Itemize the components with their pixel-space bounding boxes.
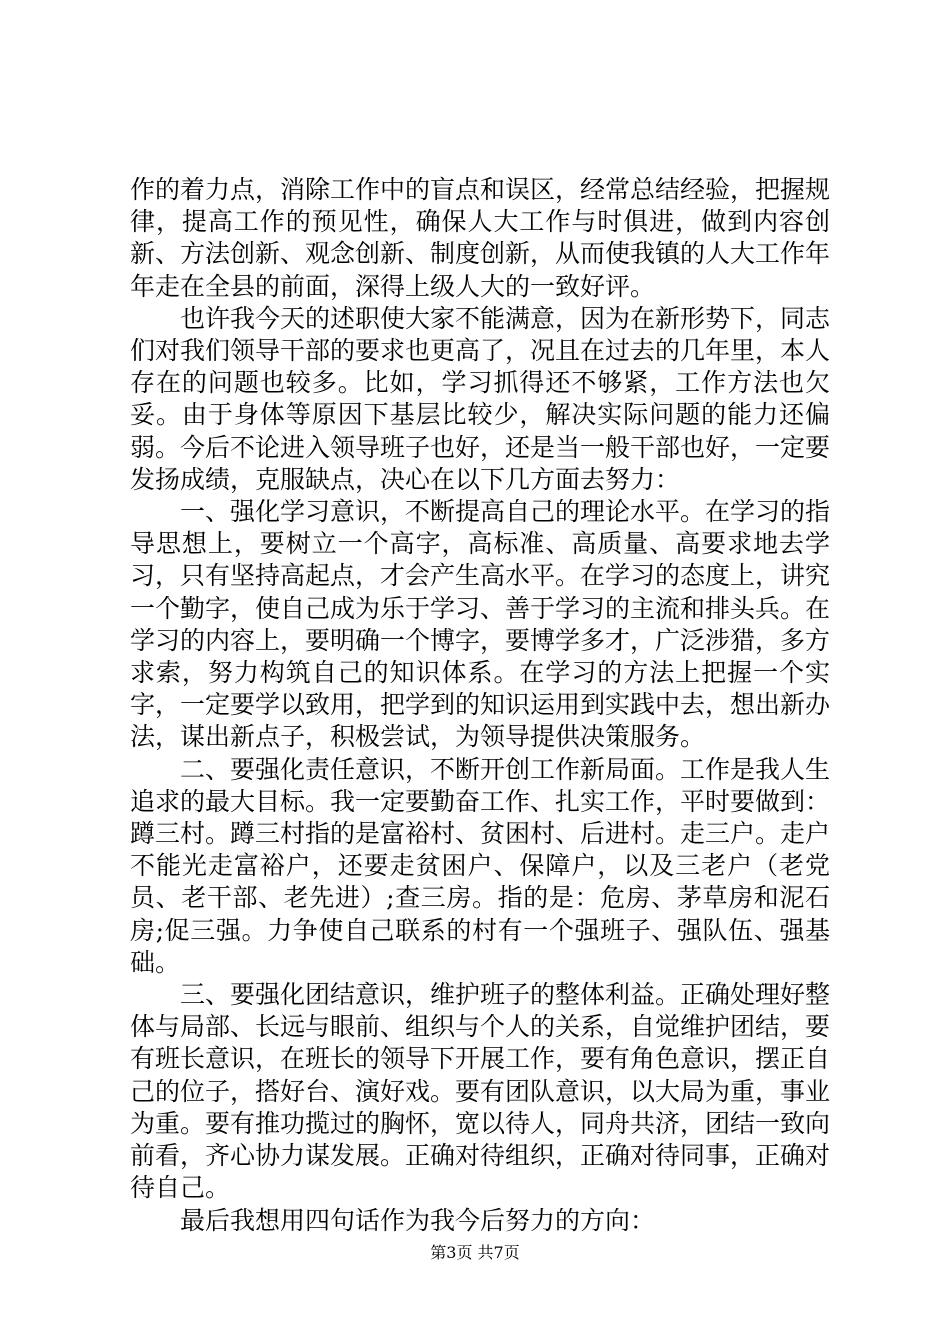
paragraph-3: 一、强化学习意识，不断提高自己的理论水平。在学习的指导思想上，要树立一个高字，高标准、高质量、高要求地去学习，只有坚持高起点，才会产生高水平。在学习的态度上，讲究一个勤字，使自己成为乐于学习、善于学习的主流和排头兵。在学习的内容上，要明确一个博字，要博学多才，广泛涉猎，多方求索，努力构筑自己的知识体系。在学习的方法上把握一个实字，一定要学以致用，把学到的知识运用到实践中去，想出新办法，谋出新点子，积极尝试，为领导提供决策服务。: [130, 497, 831, 752]
page-number-footer: 第3页 共7页: [430, 1243, 520, 1262]
paragraph-2: 也许我今天的述职使大家不能满意，因为在新形势下，同志们对我们领导干部的要求也更高了，况且在过去的几年里，本人存在的问题也较多。比如，学习抓得还不够紧，工作方法也欠妥。由于身体等原因下基层比较少，解决实际问题的能力还偏弱。今后不论进入领导班子也好，还是当一般干部也好，一定要发扬成绩，克服缺点，决心在以下几方面去努力：: [130, 303, 831, 494]
paragraph-4: 二、要强化责任意识，不断开创工作新局面。工作是我人生追求的最大目标。我一定要勤奋工作、扎实工作，平时要做到：蹲三村。蹲三村指的是富裕村、贫困村、后进村。走三户。走户不能光走富裕户，还要走贫困户、保障户，以及三老户（老党员、老干部、老先进）;查三房。指的是：危房、茅草房和泥石房;促三强。力争使自己联系的村有一个强班子、强队伍、强基础。: [130, 754, 831, 977]
paragraph-5: 三、要强化团结意识，维护班子的整体利益。正确处理好整体与局部、长远与眼前、组织与个人的关系，自觉维护团结，要有班长意识，在班长的领导下开展工作，要有角色意识，摆正自己的位子，搭好台、演好戏。要有团队意识，以大局为重，事业为重。要有推功揽过的胸怀，宽以待人，同舟共济，团结一致向前看，齐心协力谋发展。正确对待组织，正确对待同事，正确对待自己。: [130, 980, 831, 1203]
paragraph-6: 最后我想用四句话作为我今后努力的方向：: [180, 1205, 656, 1235]
document-body: [130, 174, 830, 1237]
paragraph-1: 作的着力点，消除工作中的盲点和误区，经常总结经验，把握规律，提高工作的预见性，确保人大工作与时俱进，做到内容创新、方法创新、观念创新、制度创新，从而使我镇的人大工作年年走在全县的前面，深得上级人大的一致好评。: [130, 175, 831, 301]
